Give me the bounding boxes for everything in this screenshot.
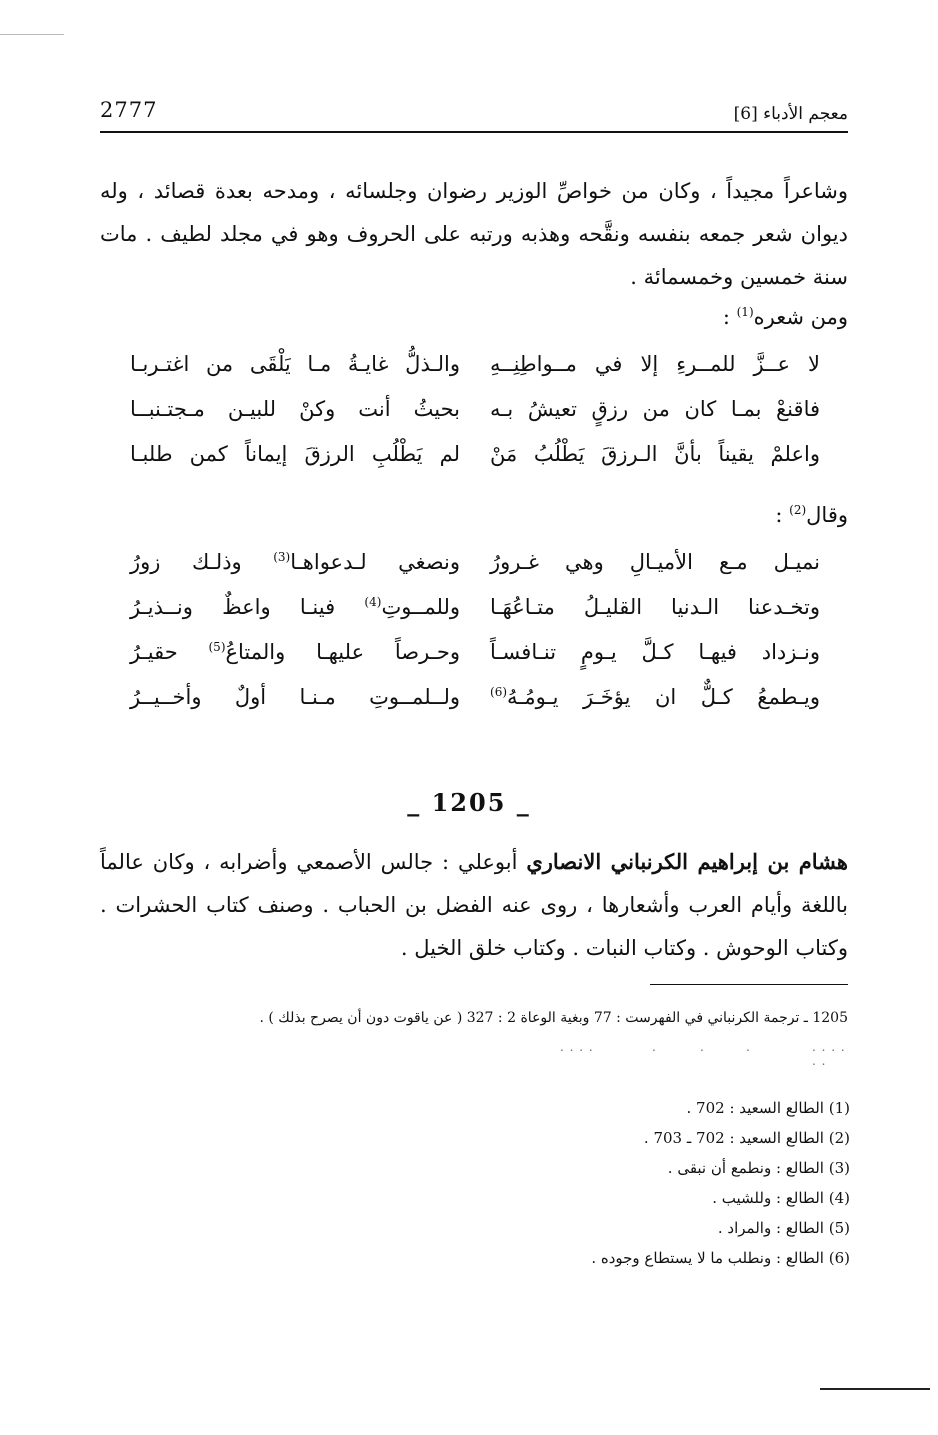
separator-dots: [560, 1040, 850, 1068]
verse-first-hemistich: وتخـدعنا الـدنيا القليـلُ متـاعُهَـا: [490, 595, 820, 619]
verse-second-hemistich: [130, 595, 460, 619]
poem2-label-colon: :: [775, 503, 790, 527]
verse-line: [100, 595, 820, 640]
dot-mark: . . . .: [560, 1040, 594, 1054]
verse-line: [100, 640, 820, 685]
hemistich-text: ويـطمعُ كـلٌّ ان يؤخَـرَ يـومُـهُ: [507, 685, 820, 709]
poem2-label: [348, 503, 848, 527]
entry-number: _ 1205 _: [407, 788, 531, 817]
hemistich-text-tail: حقيـرُ: [130, 640, 209, 664]
verse-second-hemistich: والـذلُّ غايـةُ مـا يَلْقَى من اغتـربـا: [130, 352, 460, 376]
bottom-rule: [820, 1388, 930, 1390]
dot-mark: .: [652, 1040, 657, 1054]
footnote-item: (3) الطالع : ونطمع أن نبقى .: [667, 1159, 850, 1177]
footnote-ref-6: (6): [490, 685, 508, 699]
footnote-ref-3: (3): [273, 550, 291, 564]
header-rule: [100, 131, 848, 133]
footnote-rule: [650, 984, 848, 985]
verse-first-hemistich: لا عــزَّ للمــرءِ إلا في مــواطِنِــهِ: [490, 352, 820, 376]
verse-second-hemistich: [130, 640, 460, 664]
poem1-label: [348, 305, 848, 329]
verse-first-hemistich: [490, 685, 820, 709]
hemistich-text: وحـرصاً عليهـا والمتاعُ: [225, 640, 461, 664]
footnotes: [350, 1093, 850, 1273]
footnote-ref-4: (4): [364, 595, 382, 609]
footnote-item: (6) الطالع : ونطلب ما لا يستطاع وجوده .: [591, 1249, 850, 1267]
corner-rule: [0, 34, 64, 35]
dot-mark: .: [746, 1040, 751, 1054]
verse-first-hemistich: فاقنعْ بمـا كان من رزقٍ تعيشُ بـه: [490, 397, 820, 421]
hemistich-text: ونصغي لـدعواهـا: [290, 550, 461, 574]
hemistich-text-tail: فينـا واعظٌ ونــذيـرُ: [130, 595, 365, 619]
page-number: 2777: [100, 98, 158, 122]
intro-paragraph: [100, 170, 848, 299]
footnote-item: (4) الطالع : وللشيب .: [712, 1189, 850, 1207]
page-header: [100, 98, 848, 128]
running-title: معجم الأدباء [6]: [733, 104, 848, 124]
verse-line: [100, 442, 820, 487]
poem2: [100, 550, 820, 730]
intro-text: وشاعراً مجيداً ، وكان من خواصِّ الوزير رضوان وجلسائه ، ومدحه بعدة قصائد ، وله ديوان شعر جمعه بنفسه ونقَّحه وهذبه ورتبه على الحروف وهو في مجلد لطيف . مات سنة خمسين وخمسمائة .: [100, 179, 848, 289]
verse-second-hemistich: ولــلمــوتِ مـنـا أولٌ وأخــيــرُ: [130, 685, 460, 709]
footnote-ref-5: (5): [208, 640, 226, 654]
verse-line: [100, 550, 820, 595]
verse-first-hemistich: واعلمْ يقيناً بأنَّ الـرزقَ يَطْلُبُ مَنْ: [490, 442, 820, 466]
verse-line: [100, 352, 820, 397]
verse-second-hemistich: لم يَطْلُبِ الرزقَ إيماناً كمن طلبـا: [130, 442, 460, 466]
verse-line: [100, 685, 820, 730]
poem2-label-text: وقال: [806, 503, 848, 527]
footnote-item: (2) الطالع السعيد : 702 ـ 703 .: [643, 1129, 850, 1147]
dot-mark: . . . . . .: [812, 1040, 846, 1068]
verse-first-hemistich: ونـزداد فيهـا كـلَّ يـومٍ تنـافسـاً: [490, 640, 820, 664]
source-note: 1205 ـ ترجمة الكرنباني في الفهرست : 77 وبغية الوعاة 2 : 327 ( عن ياقوت دون أن يصرح بذلك ) .: [259, 1010, 848, 1026]
verse-second-hemistich: بحيثُ أنت وكنْ للبيـن مـجتـنبــا: [130, 397, 460, 421]
verse-line: [100, 397, 820, 442]
hemistich-text-tail: وذلـك زورُ: [130, 550, 274, 574]
poem1-label-colon: :: [722, 305, 737, 329]
entry-name: هشام بن إبراهيم الكرنباني الانصاري: [526, 849, 848, 874]
hemistich-text: وللمــوتِ: [381, 595, 460, 619]
footnote-item: (1) الطالع السعيد : 702 .: [686, 1099, 850, 1117]
dot-mark: .: [700, 1040, 705, 1054]
footnote-ref-1: (1): [736, 305, 754, 319]
entry-biography: [100, 840, 848, 970]
footnote-ref-2: (2): [789, 503, 807, 517]
verse-first-hemistich: نميـل مـع الأميـالِ وهي غـرورُ: [490, 550, 820, 574]
footnote-item: (5) الطالع : والمراد .: [717, 1219, 850, 1237]
entry-body: أبوعلي : جالس الأصمعي وأضرابه ، وكان عالماً باللغة وأيام العرب وأشعارها ، روى عنه الفضل بن الحباب . وصنف كتاب الحشرات . وكتاب الوحوش . وكتاب النبات . وكتاب خلق الخيل .: [100, 850, 848, 960]
poem1: [100, 352, 820, 487]
verse-second-hemistich: [130, 550, 460, 574]
poem1-label-text: ومن شعره: [753, 305, 848, 329]
